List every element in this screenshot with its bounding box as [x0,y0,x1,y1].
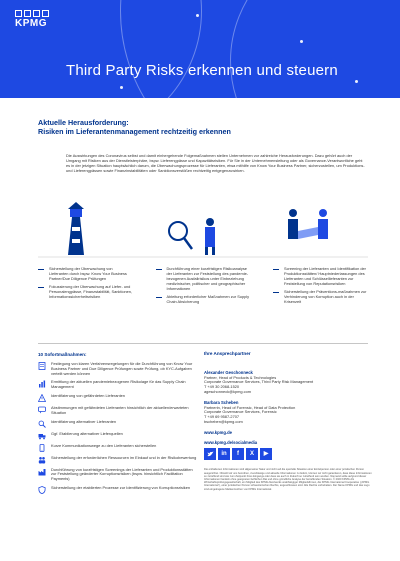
contact-name: Barbara Scheben [204,399,239,405]
list-item: Sicherstellung der Präventions-maßnahmen zur Verhinderung von Korruption auch in der Krisenzeit [273,289,368,304]
list-item [38,468,198,482]
social-icons [204,448,374,460]
list-item [38,456,198,464]
contact-role: Partner, Head of Products & Technologies [204,374,277,380]
measure-text: Kurze Kommunikationswege zu den Lieferanten sicherstellen [51,442,157,448]
chat-icon [38,406,46,414]
contact-department: Corporate Governance Services, Third Party Risk Management [204,379,314,385]
hero-banner [0,0,400,98]
contact-department: Corporate Governance Services, Forensic [204,409,277,415]
chart-icon [38,380,46,388]
list-item [38,394,198,402]
document-check-icon [38,362,46,370]
lighthouse-icon [68,202,84,255]
social-media-link[interactable]: www.kpmg.de/socialmedia [204,439,258,445]
intro-paragraph: Die Auswirkungen des Coronavirus selbst und damit einhergehende Folgemaßnahmen stellen Unternehmen vor zahlreiche Herausforderungen. Dazu gehört auch der Umgang mit Risiken aus der Dienstleisterphäre, bspw. Lieferengpässe und Kapazitätsrisiken. Für Sie in der Unternehmensleitung oder als Governance-Verantwortliche geht es in der jetzigen Situation hauptsächlich darum, die Überwachungsprozesse für Lieferanten, etwa mithilfe von Know Your Business Partner, sicherzustellen, um Produktions- und Lieferengpässen sowie Finanzinstabilitäten oder Sanktionsverstößen rechtzeitig entgegenzuwirken. [66,153,365,173]
twitter-icon[interactable] [204,448,216,460]
truck-icon [38,432,46,440]
legal-notice: Die enthaltenen Informationen sind allgemeiner Natur und nicht auf die spezielle Situation einer Einzelperson oder einer juristischen Person ausgerichtet. Obwohl wir uns bemühen, zuverlässige und aktuelle Informationen zu liefern, können wir nicht garantieren, dass diese Informationen so zutreffend sind wie zum Zeitpunkt ihres Eingangs oder dass sie auch in Zukunft so zutreffend sein werden. Niemand sollte aufgrund dieser Informationen handeln ohne geeigneten fachlichen Rat und ohne gründliche Analyse der betreffenden Situation. © 2020 KPMG AG Wirtschaftsprüfungsgesellschaft, ein Mitglied des KPMG-Netzwerks unabhängiger Mitgliedsfirmen, die KPMG International Cooperative („KPMG International“), einer juristischen Person schweizerischen Rechts, angeschlossen sind. Alle Rechte vorbehalten. Der Name KPMG und das Logo sind eingetragene Markenzeichen von KPMG International. [204,468,372,491]
list-item [38,362,198,376]
measure-text: Identifizierung von gefährdeten Lieferanten [51,392,125,398]
contact-role: Partnerin, Head of Forensic, Head of Data Protection [204,404,296,410]
warning-icon [38,394,46,402]
decorative-dot [120,86,123,89]
list-item [38,380,198,390]
factory-icon [38,468,46,476]
measures-list [38,362,198,498]
focus-column [273,266,368,307]
measure-text: Sicherstellung der etablierten Prozesse zur Identifizierung von Korruptionsrisiken [51,484,191,490]
contact-email[interactable]: ageschonneck@kpmg.com [204,388,251,394]
measure-text: Ermittlung der aktuellen pandemiebezogenen Risikolage für das Supply Chain Management [51,379,186,390]
contact-email[interactable]: bscheben@kpmg.com [204,418,243,424]
list-item [38,486,198,494]
list-item: Durchführung einer kurzfristigen Risikoanalyse der Lieferanten zur Feststellung des pandemie-bezogenen Ausfallrisikos unter Einbeziehung medizinischer, politischer und geographischer Informationen [156,266,251,291]
facebook-icon[interactable]: f [232,448,244,460]
page-title: Third Party Risks erkennen und steuern [66,62,338,79]
youtube-icon[interactable]: ▶ [260,448,272,460]
section-heading-line1: Aktuelle Herausforderung: [38,118,129,127]
divider [38,343,368,344]
focus-columns [38,266,368,307]
list-item [38,444,198,452]
search-icon [38,420,46,428]
measure-text: Ggf. Etablierung alternativer Lieferquellen [51,430,123,436]
list-item [38,432,198,440]
focus-column [156,266,251,307]
focus-column [38,266,133,307]
contact-phone[interactable]: T +49 30 2068-1520 [204,384,240,390]
people-icon [38,456,46,464]
list-item: Fokussierung der Überwachung auf Liefer- und Personalengpässe, Finanzstabilität, Sanktionen, Informationssicherheitsrisiken [38,284,133,299]
contact-card [204,371,374,395]
contact-panel [204,352,374,491]
handshake-icon [288,209,328,239]
decorative-dot [355,80,358,83]
decorative-dot [300,40,303,43]
list-item: Sicherstellung der Überwachung von Lieferanten durch bspw. Know Your Business Partner/Due Diligence Prüfungen [38,266,133,281]
list-item [38,420,198,428]
shield-icon [38,486,46,494]
measure-text: Identifizierung alternativer Lieferanten [51,418,117,424]
contact-phone[interactable]: T +49 69 9587-2707 [204,414,240,420]
xing-icon[interactable]: X [246,448,258,460]
measure-text: Abstimmungen mit gefährdeten Lieferanten hinsichtlich der aktuellen/erwarteten Situation [51,404,189,415]
decorative-arc [230,0,400,98]
measure-text: Durchführung von kurzfristigen Screenings der Lieferanten und Produktionsstätten zur Feststellung geänderter Korruptionsrisiken (bspw. hinsichtlich Facilitation Payments) [51,466,193,482]
magnifier-icon [169,218,215,255]
contact-card [204,401,374,425]
list-item: Ableitung erforderlicher Maßnahmen zur Supply Chain Absicherung [156,294,251,304]
contact-heading: Ihre Ansprechpartner [204,351,251,356]
measures-heading: 10 Sofortmaßnahmen: [38,352,87,357]
kpmg-logo: KPMG [15,10,50,29]
decorative-dot [196,14,199,17]
list-item [38,406,198,416]
website-link[interactable]: www.kpmg.de [204,429,232,435]
section-heading [38,118,231,136]
measure-text: Festlegung von klaren Verfahrensregelungen für die Durchführung von Know Your Business Partner und Due Diligence Prüfungen sowie Prüfung, ob KYC-Aufgaben verteilt werden können [51,361,193,376]
measure-text: Sicherstellung der erforderlichen Ressourcen im Einkauf und in der Risikobewertung [51,454,197,460]
section-heading-line2: Risiken im Lieferantenmanagement rechtzeitig erkennen [38,127,231,136]
list-item: Screening der Lieferanten und Identifikation der Produktionsstätten/ Hauptniederlassungen des Lieferanten und Schlüssellieferanten zur Feststellung von Reputationsrisiken [273,266,368,286]
contact-name: Alexander Geschonneck [204,369,253,375]
linkedin-icon[interactable]: in [218,448,230,460]
illustration-strip [0,197,400,259]
phone-icon [38,444,46,452]
